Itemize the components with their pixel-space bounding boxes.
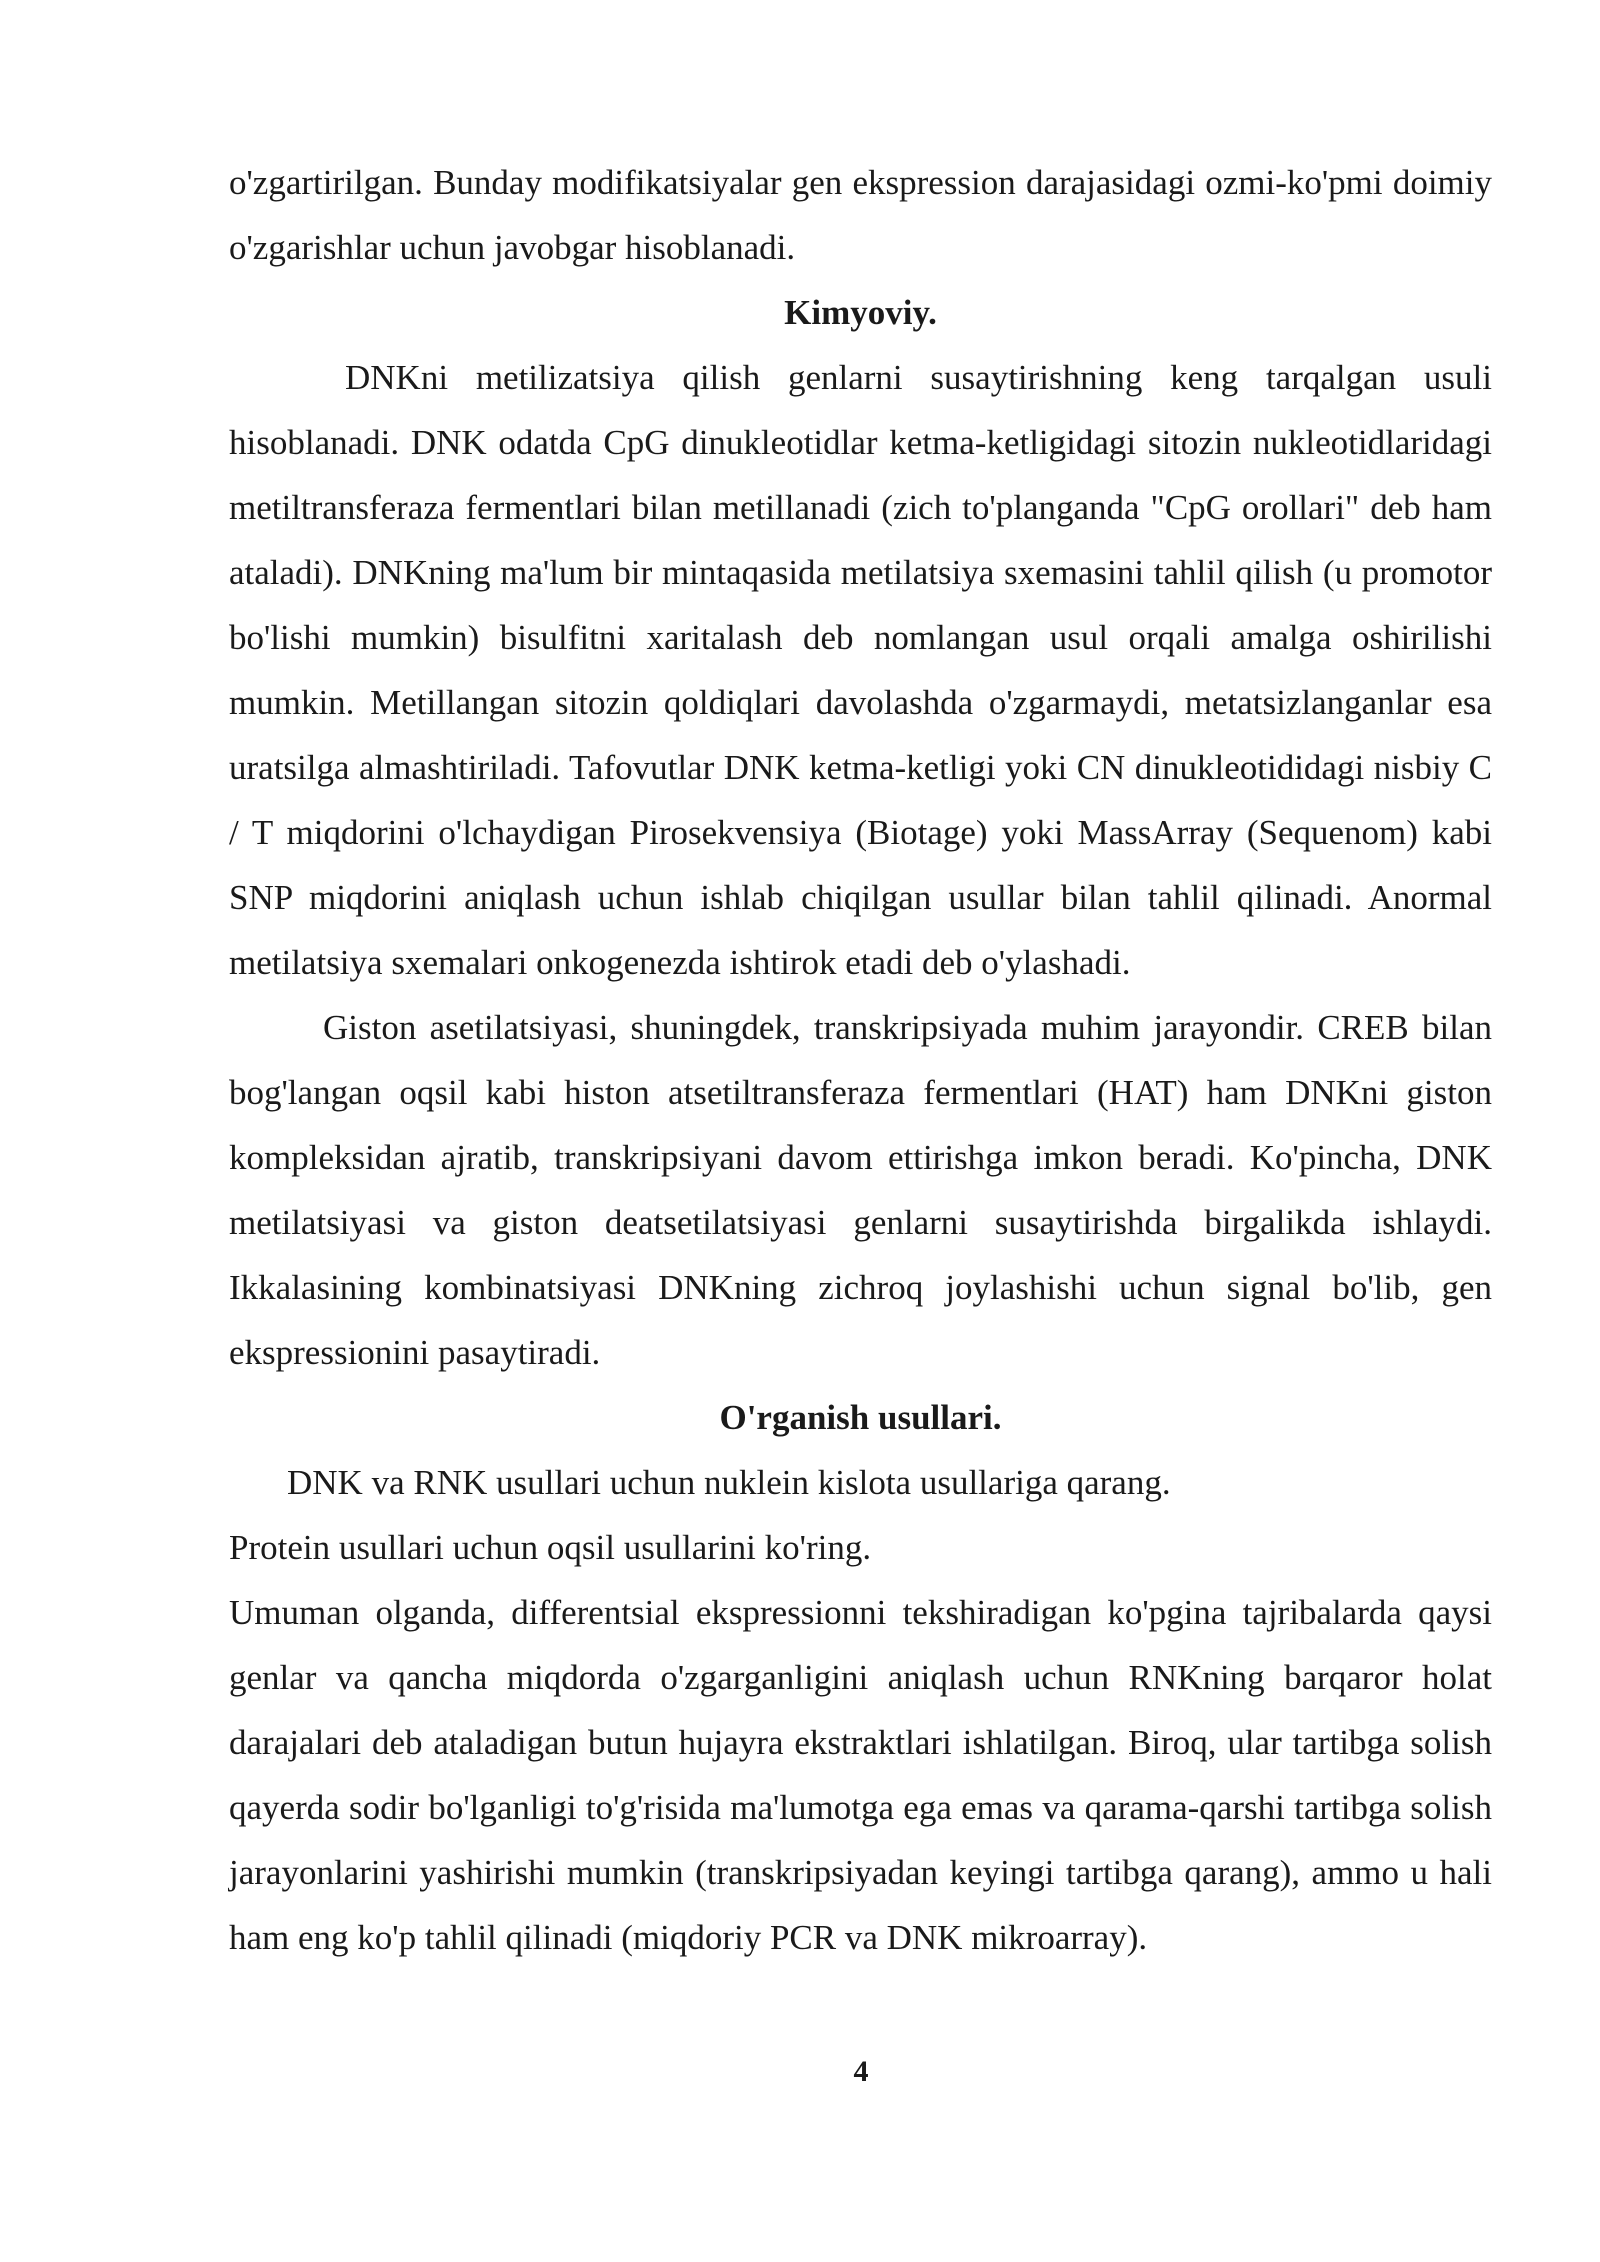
page-number: 4 bbox=[853, 2055, 869, 2088]
section-heading-kimyoviy: Kimyoviy. bbox=[784, 293, 937, 332]
section-heading-methods: O'rganish usullari. bbox=[719, 1398, 1002, 1437]
paragraph-dna-methylation: DNKni metilizatsiya qilish genlarni susaytirishning keng tarqalgan usuli hisoblanadi. DNK odatda CpG dinukleotidlar ketma-ketligidagi sitozin nukleotidlaridagi metiltransferaza fermentlari bilan metillanadi (zich to'planganda "CpG orollari" deb ham ataladi). DNKning ma'lum bir mintaqasida metilatsiya sxemasini tahlil qilish (u promotor bo'lishi mumkin) bisulfitni xaritalash deb nomlangan usul orqali amalga oshirilishi mumkin. Metillangan sitozin qoldiqlari davolashda o'zgarmaydi, metatsizlanganlar esa uratsilga almashtiriladi. Tafovutlar DNK ketma-ketligi yoki CN dinukleotididagi nisbiy C / T miqdorini o'lchaydigan Pirosekvensiya (Biotage) yoki MassArray (Sequenom) kabi SNP miqdorini aniqlash uchun ishlab chiqilgan usullar bilan tahlil qilinadi. Anormal metilatsiya sxemalari onkogenezda ishtirok etadi deb o'ylashadi. bbox=[229, 358, 1492, 982]
paragraph-differential-expression: Umuman olganda, differentsial ekspressionni tekshiradigan ko'pgina tajribalarda qaysi genlar va qancha miqdorda o'zgarganligini aniqlash uchun RNKning barqaror holat darajalari deb ataladigan butun hujayra ekstraktlari ishlatilgan. Biroq, ular tartibga solish qayerda sodir bo'lganligi to'g'risida ma'lumotga ega emas va qarama-qarshi tartibga solish jarayonlarini yashirishi mumkin (transkripsiyadan keyingi tartibga qarang), ammo u hali ham eng ko'p tahlil qilinadi (miqdoriy PCR va DNK mikroarray). bbox=[229, 1593, 1492, 1957]
paragraph-continuation: o'zgartirilgan. Bunday modifikatsiyalar gen ekspression darajasidagi ozmi-ko'pmi doimiy o'zgarishlar uchun javobgar hisoblanadi. bbox=[229, 163, 1492, 267]
paragraph-dna-rna-methods: DNK va RNK usullari uchun nuklein kislota usullariga qarang. bbox=[287, 1463, 1171, 1502]
paragraph-histone-acetylation: Giston asetilatsiyasi, shuningdek, transkripsiyada muhim jarayondir. CREB bilan bog'langan oqsil kabi histon atsetiltransferaza fermentlari (HAT) ham DNKni giston kompleksidan ajratib, transkripsiyani davom ettirishga imkon beradi. Ko'pincha, DNK metilatsiyasi va giston deatsetilatsiyasi genlarni susaytirishda birgalikda ishlaydi. Ikkalasining kombinatsiyasi DNKning zichroq joylashishi uchun signal bo'lib, gen ekspressionini pasaytiradi. bbox=[229, 1008, 1492, 1372]
document-page bbox=[229, 150, 1492, 1970]
paragraph-protein-methods: Protein usullari uchun oqsil usullarini ko'ring. bbox=[229, 1528, 872, 1567]
